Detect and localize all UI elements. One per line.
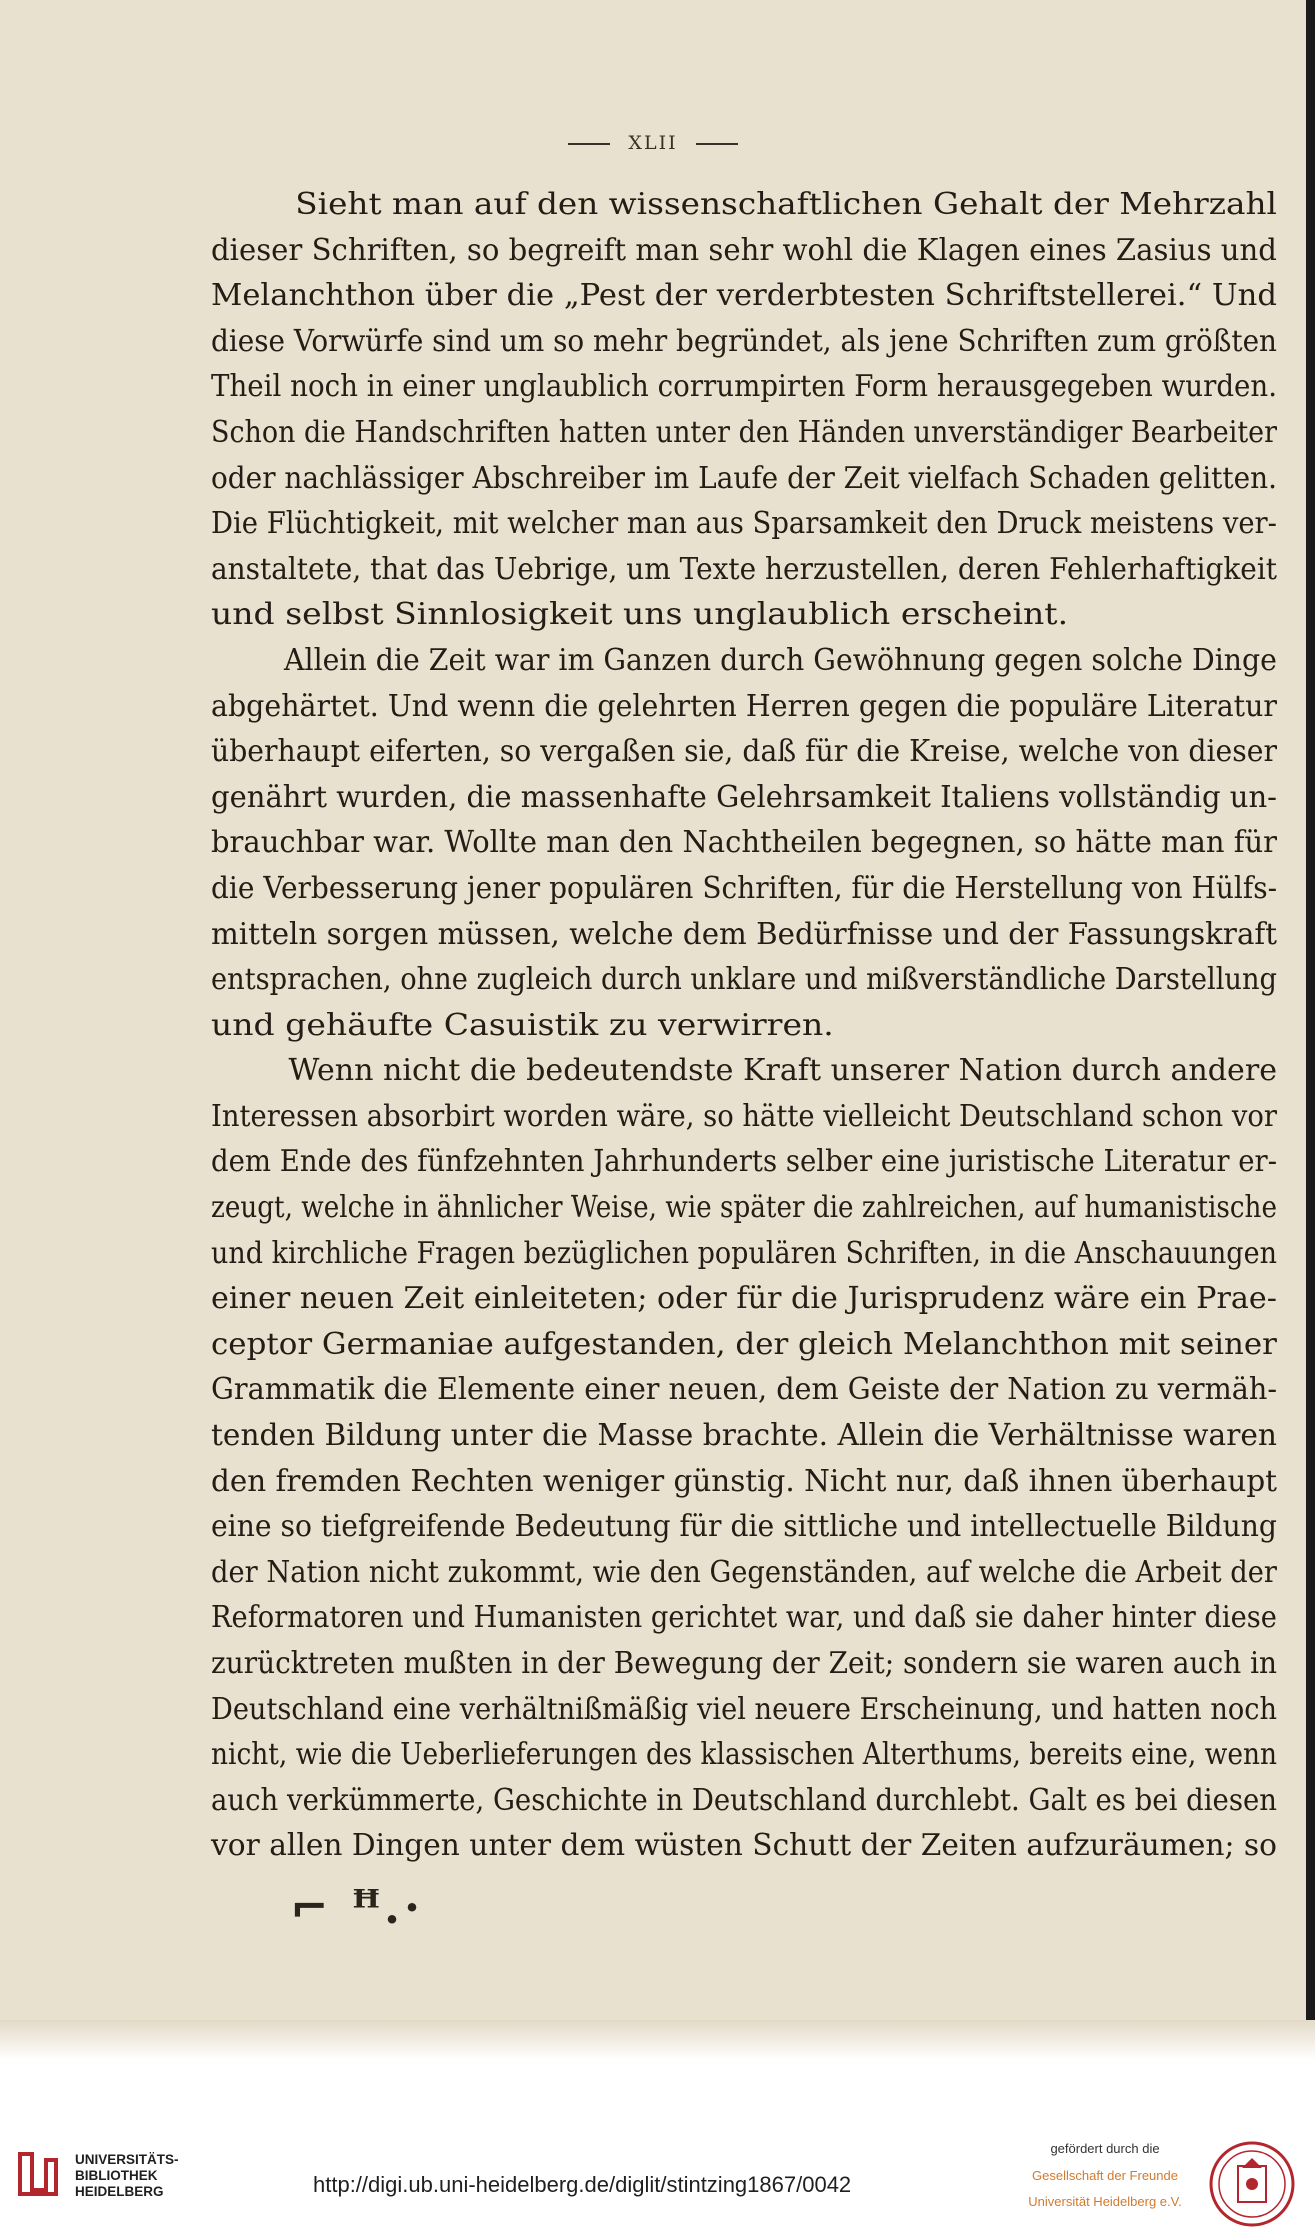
text-line: diese Vorwürfe sind um so mehr begründet, als jene Schriften zum größten	[211, 323, 1278, 358]
text-line: tenden Bildung unter die Masse brachte. Allein die Verhältnisse waren	[211, 1418, 1277, 1453]
header-rule-left	[568, 143, 610, 145]
library-line-3: HEIDELBERG	[75, 2184, 164, 2199]
text-line: und selbst Sinnlosigkeit uns unglaublich erscheint.	[211, 597, 1069, 632]
text-line: oder nachlässiger Abschreiber im Laufe der Zeit vielfach Schaden gelitten.	[211, 460, 1278, 495]
body-text	[211, 182, 1277, 1869]
text-line: zeugt, welche in ähnlicher Weise, wie später die zahlreichen, auf humanistische	[211, 1190, 1277, 1225]
text-line: einer neuen Zeit einleiteten; oder für die Jurisprudenz wäre ein Prae-	[211, 1281, 1277, 1316]
text-line: der Nation nicht zukommt, wie den Gegenständen, auf welche die Arbeit der	[211, 1554, 1277, 1589]
header-rule-right	[696, 143, 738, 145]
text-line: genährt wurden, die massenhafte Gelehrsamkeit Italiens vollständig un-	[211, 779, 1277, 814]
ink-blot-icon: ⌐ ꟸ.·	[290, 1880, 424, 1934]
text-line: dem Ende des fünfzehnten Jahrhunderts selber eine juristische Literatur er-	[211, 1144, 1278, 1179]
text-line: und gehäufte Casuistik zu verwirren.	[211, 1007, 834, 1042]
text-line: den fremden Rechten weniger günstig. Nicht nur, daß ihnen überhaupt	[211, 1463, 1278, 1498]
university-seal-icon	[1208, 2140, 1296, 2228]
sponsor-label: gefördert durch die	[1050, 2141, 1160, 2156]
sponsor-line-1: Gesellschaft der Freunde	[1032, 2168, 1178, 2183]
library-line-2: BIBLIOTHEK	[75, 2168, 158, 2183]
text-line: die Verbesserung jener populären Schriften, für die Herstellung von Hülfs-	[211, 870, 1278, 905]
text-line: Interessen absorbirt worden wäre, so hätte vielleicht Deutschland schon vor	[211, 1098, 1277, 1133]
source-url[interactable]: http://digi.ub.uni-heidelberg.de/diglit/stintzing1867/0042	[313, 2172, 852, 2197]
library-name	[75, 2152, 179, 2200]
text-line: Grammatik die Elemente einer neuen, dem Geiste der Nation zu vermäh-	[211, 1372, 1278, 1407]
text-line: Reformatoren und Humanisten gerichtet war, und daß sie daher hinter diese	[211, 1600, 1277, 1635]
ub-logo-icon	[14, 2148, 62, 2200]
text-line: vor allen Dingen unter dem wüsten Schutt der Zeiten aufzuräumen; so	[211, 1828, 1277, 1863]
page-number: XLII	[628, 132, 678, 154]
text-line: Schon die Handschriften hatten unter den Händen unverständiger Bearbeiter	[211, 414, 1277, 449]
text-line: brauchbar war. Wollte man den Nachtheilen begegnen, so hätte man für	[211, 825, 1277, 860]
sponsor-line-2: Universität Heidelberg e.V.	[1028, 2194, 1182, 2209]
text-line: mitteln sorgen müssen, welche dem Bedürfnisse und der Fassungskraft	[211, 916, 1278, 951]
text-line: und kirchliche Fragen bezüglichen populären Schriften, in die Anschauungen	[211, 1235, 1278, 1270]
text-line: ceptor Germaniae aufgestanden, der gleich Melanchthon mit seiner	[211, 1326, 1277, 1361]
page-edge	[1306, 0, 1315, 2060]
page-header	[0, 132, 1306, 154]
text-line: überhaupt eiferten, so vergaßen sie, daß für die Kreise, welche von dieser	[211, 734, 1277, 769]
text-line: dieser Schriften, so begreift man sehr wohl die Klagen eines Zasius und	[211, 232, 1277, 267]
text-line: Sieht man auf den wissenschaftlichen Gehalt der Mehrzahl	[295, 187, 1277, 221]
text-line: auch verkümmerte, Geschichte in Deutschland durchlebt. Galt es bei diesen	[211, 1782, 1277, 1817]
text-line: Deutschland eine verhältnißmäßig viel neuere Erscheinung, und hatten noch	[211, 1691, 1278, 1726]
text-line: eine so tiefgreifende Bedeutung für die sittliche und intellectuelle Bildung	[211, 1509, 1277, 1544]
text-line: nicht, wie die Ueberlieferungen des klassischen Alterthums, bereits eine, wenn	[211, 1737, 1278, 1772]
text-line: Theil noch in einer unglaublich corrumpirten Form herausgegeben wurden.	[211, 369, 1278, 404]
text-line: zurücktreten mußten in der Bewegung der Zeit; sondern sie waren auch in	[211, 1646, 1278, 1680]
text-line: Melanchthon über die „Pest der verderbtesten Schriftstellerei.“ Und	[211, 278, 1277, 313]
page-bottom-shadow	[0, 2020, 1315, 2060]
text-line: Die Flüchtigkeit, mit welcher man aus Sparsamkeit den Druck meistens ver-	[211, 506, 1277, 541]
sponsor-block	[1000, 2140, 1210, 2210]
text-line: anstaltete, that das Uebrige, um Texte herzustellen, deren Fehlerhaftigkeit	[211, 551, 1277, 586]
text-line: Wenn nicht die bedeutendste Kraft unserer Nation durch andere	[288, 1053, 1278, 1088]
text-line: Allein die Zeit war im Ganzen durch Gewöhnung gegen solche Dinge	[284, 642, 1277, 677]
text-line: abgehärtet. Und wenn die gelehrten Herren gegen die populäre Literatur	[211, 688, 1278, 723]
text-line: entsprachen, ohne zugleich durch unklare und mißverständliche Darstellung	[211, 962, 1278, 997]
library-line-1: UNIVERSITÄTS-	[75, 2152, 179, 2167]
